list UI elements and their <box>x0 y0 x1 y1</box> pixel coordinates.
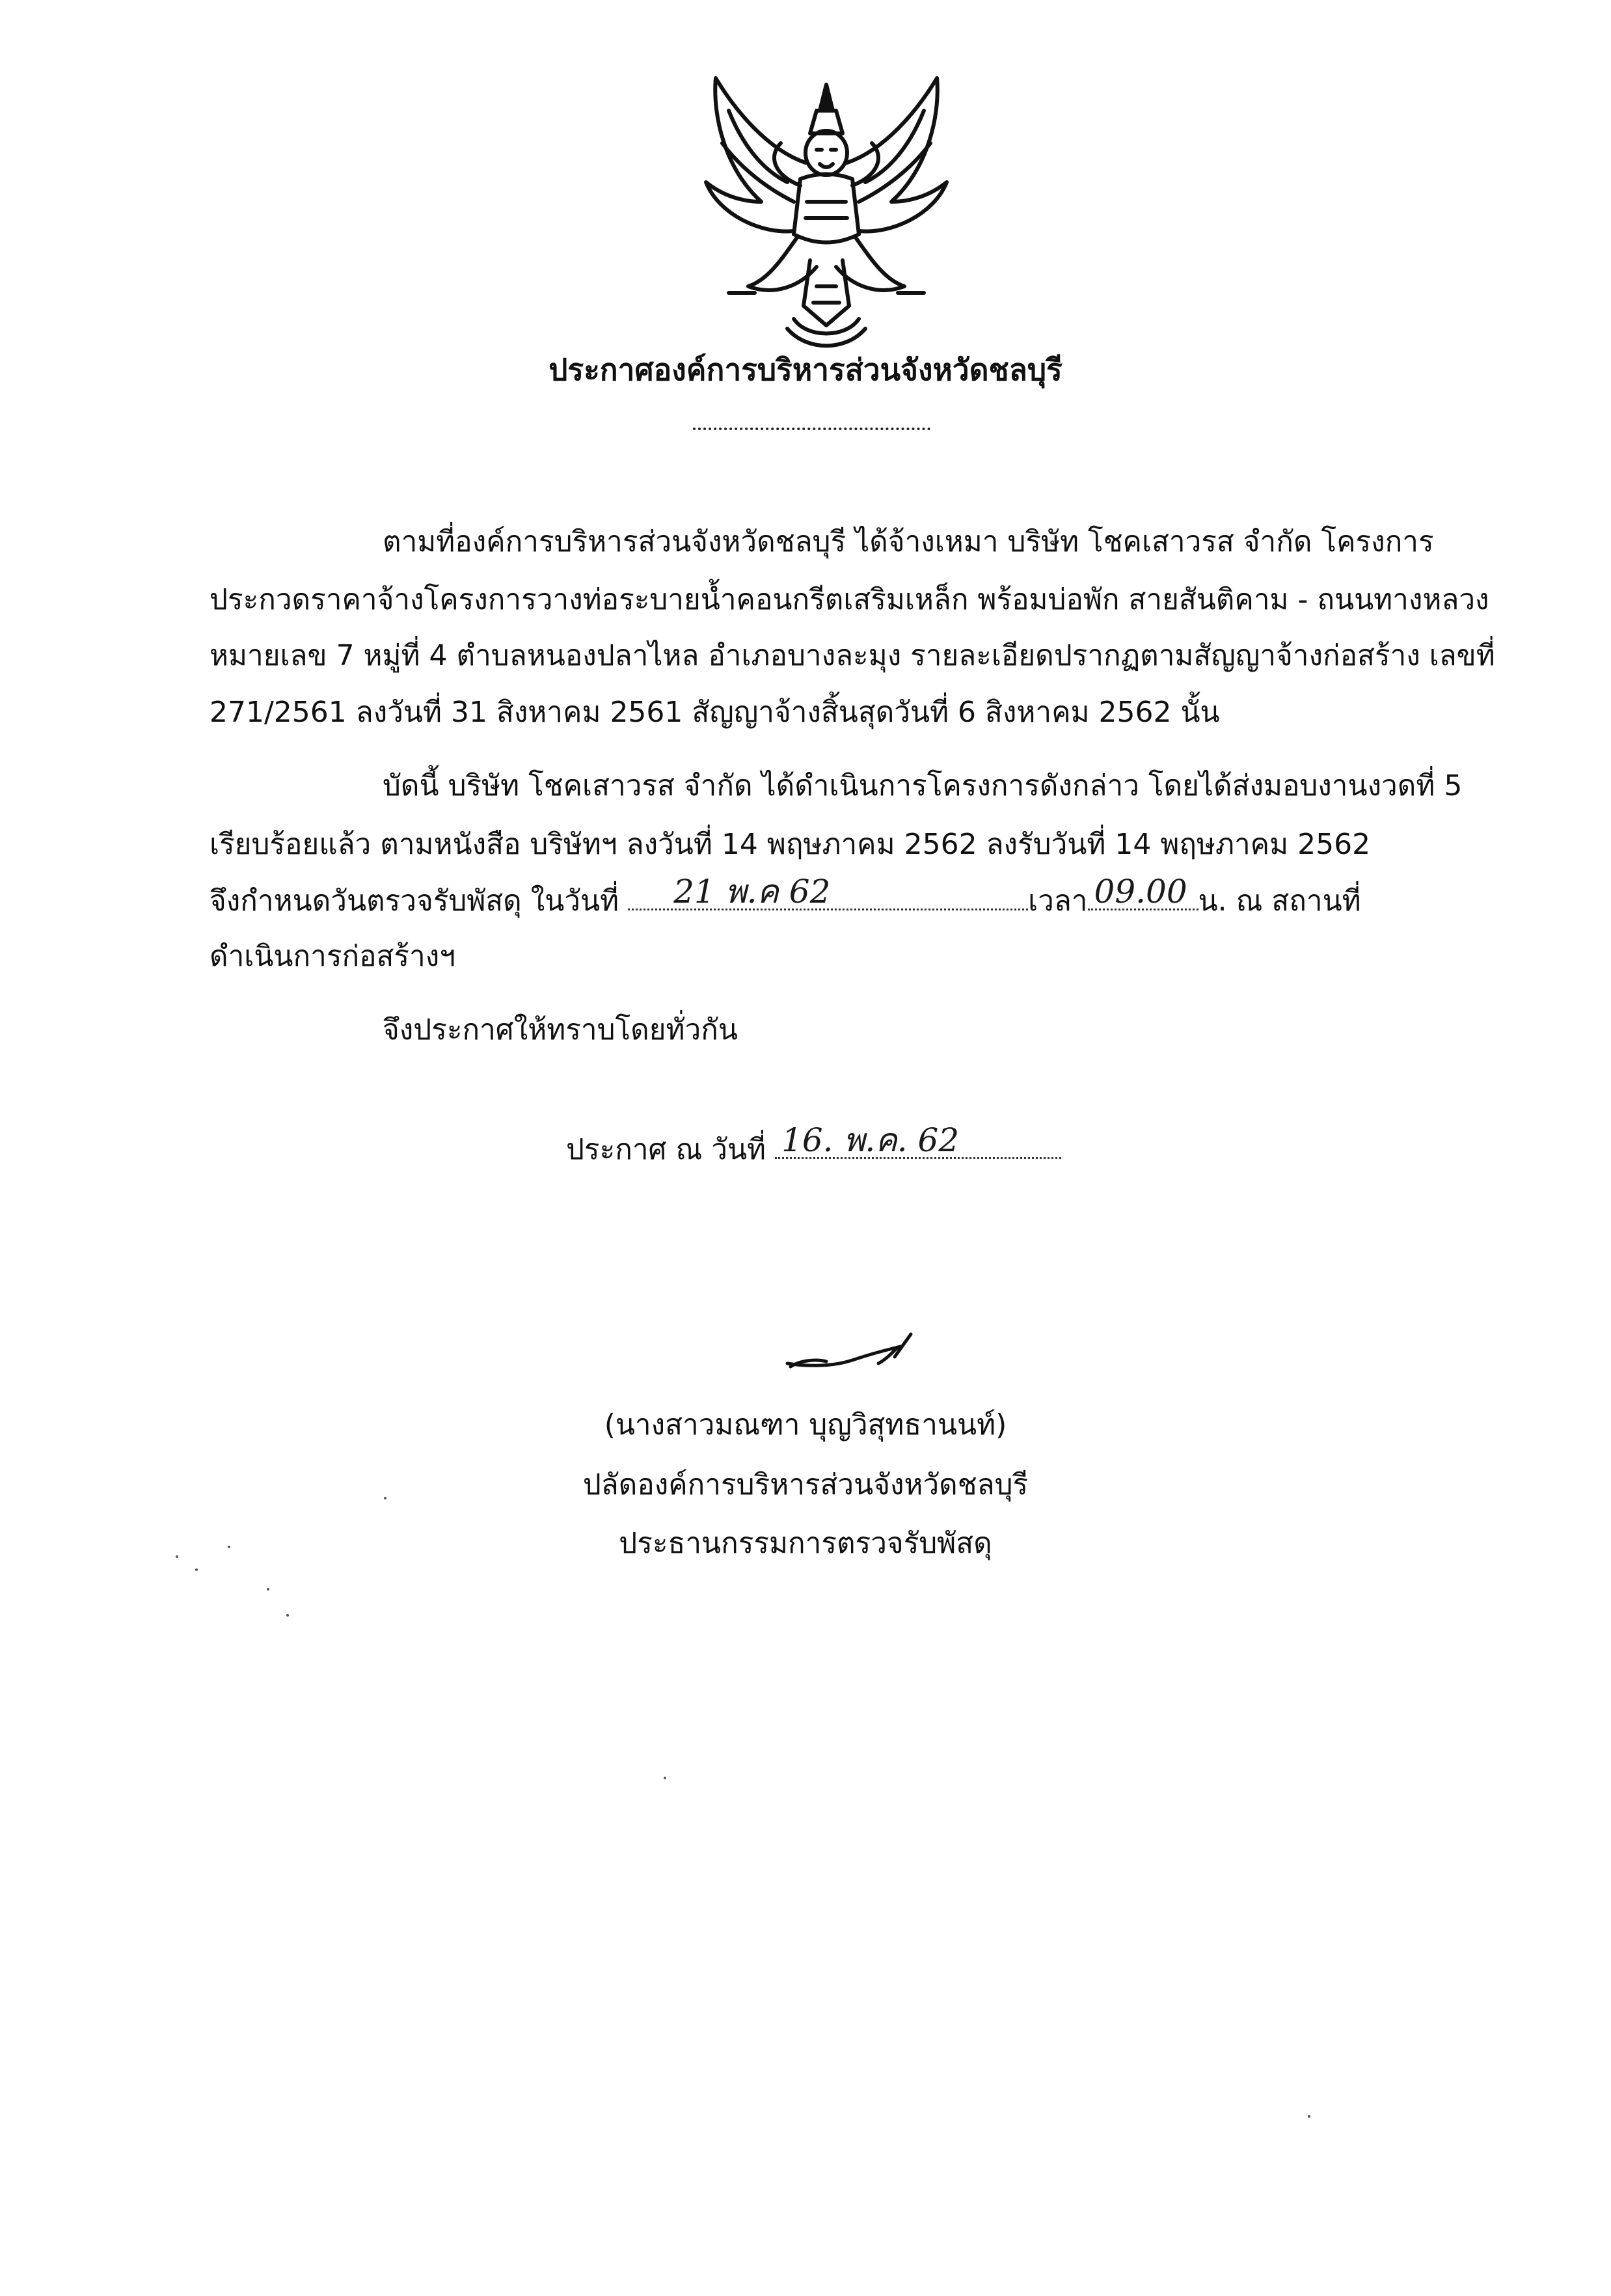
closing-statement: จึงประกาศให้ทราบโดยทั่วกัน <box>383 1013 738 1046</box>
scan-speck <box>384 1497 386 1499</box>
inspection-time-handwritten: 09.00 <box>1094 873 1187 910</box>
announce-date-label: ประกาศ ณ วันที่ <box>566 1133 766 1166</box>
p1-line-3: หมายเลข 7 หมู่ที่ 4 ตำบลหนองปลาไหล อำเภอบางละมุง รายละเอียดปรากฏตามสัญญาจ้างก่อสร้าง เลขที่ <box>210 639 1495 672</box>
signatory-name: (นางสาวมณฑา บุญวิสุทธานนท์) <box>604 1408 1007 1442</box>
inspection-time-field <box>1088 873 1198 910</box>
signature-mark <box>781 1328 924 1380</box>
announce-date-field <box>775 1121 1061 1159</box>
p2-line-3 <box>210 873 1401 921</box>
location-label: น. ณ สถานที่ <box>1198 884 1361 918</box>
p2-line-1: บัดนี้ บริษัท โชคเสาวรส จำกัด ได้ดำเนินการโครงการดังกล่าว โดยได้ส่งมอบงานงวดที่ 5 <box>383 769 1463 802</box>
scan-speck <box>228 1546 230 1548</box>
p1-line-1: ตามที่องค์การบริหารส่วนจังหวัดชลบุรี ได้จ้างเหมา บริษัท โชคเสาวรส จำกัด โครงการ <box>383 525 1434 558</box>
p1-line-2: ประกวดราคาจ้างโครงการวางท่อระบายน้ำคอนกรีตเสริมเหล็ก พร้อมบ่อพัก สายสันติคาม - ถนนทางหลวง <box>210 583 1489 616</box>
time-label: เวลา <box>1028 884 1088 918</box>
signatory-position: ปลัดองค์การบริหารส่วนจังหวัดชลบุรี <box>582 1468 1029 1501</box>
scan-speck <box>195 1568 198 1571</box>
p1-line-4: 271/2561 ลงวันที่ 31 สิงหาคม 2561 สัญญาจ้างสิ้นสุดวันที่ 6 สิงหาคม 2562 นั้น <box>210 696 1220 729</box>
scan-speck <box>267 1588 269 1591</box>
scan-speck <box>1308 2115 1310 2118</box>
announce-date-line <box>566 1121 1061 1169</box>
p2-line-2: เรียบร้อยแล้ว ตามหนังสือ บริษัทฯ ลงวันที่ 14 พฤษภาคม 2562 ลงรับวันที่ 14 พฤษภาคม 2562 <box>210 828 1371 861</box>
separator-text <box>693 425 699 426</box>
title-separator <box>693 415 930 430</box>
inspection-date-handwritten: 21 พ.ค 62 <box>673 873 831 910</box>
document-title: ประกาศองค์การบริหารส่วนจังหวัดชลบุรี <box>548 352 1063 387</box>
inspection-date-label: จึงกำหนดวันตรวจรับพัสดุ ในวันที่ <box>210 884 619 918</box>
scan-speck <box>664 1777 666 1779</box>
p2-line-4: ดำเนินการก่อสร้างฯ <box>210 940 455 973</box>
scan-speck <box>286 1614 289 1617</box>
garuda-emblem <box>690 72 963 351</box>
inspection-date-field <box>628 873 1028 910</box>
announce-date-handwritten: 16. พ.ค. 62 <box>781 1121 960 1159</box>
signatory-role: ประธานกรรมการตรวจรับพัสดุ <box>619 1527 992 1560</box>
scan-speck <box>176 1555 178 1558</box>
